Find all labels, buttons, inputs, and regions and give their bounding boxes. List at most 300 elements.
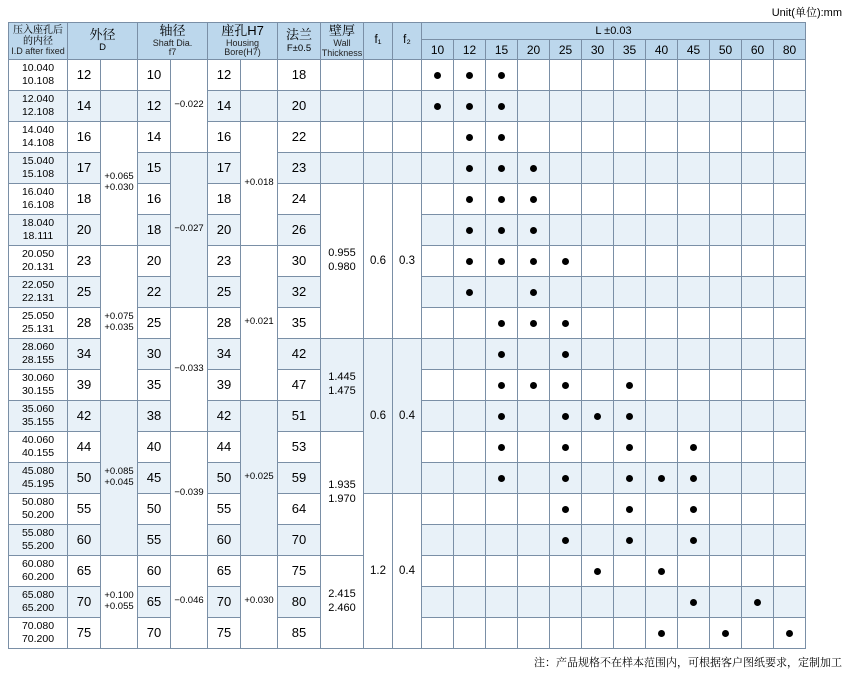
cell-id-after-fixed: 30.060 30.155 bbox=[9, 369, 68, 400]
cell-length-35 bbox=[614, 121, 646, 152]
cell-outer-dia-tol bbox=[101, 59, 138, 90]
availability-dot bbox=[562, 382, 569, 389]
cell-length-30 bbox=[582, 121, 614, 152]
cell-length-45 bbox=[678, 214, 710, 245]
availability-dot bbox=[498, 227, 505, 234]
cell-length-10 bbox=[422, 121, 454, 152]
cell-length-60 bbox=[742, 214, 774, 245]
cell-flange: 75 bbox=[278, 555, 321, 586]
cell-length-12 bbox=[454, 400, 486, 431]
cell-shaft-dia: 60 bbox=[138, 555, 171, 586]
cell-shaft-dia: 25 bbox=[138, 307, 171, 338]
cell-housing-bore: 12 bbox=[208, 59, 241, 90]
cell-length-25 bbox=[550, 617, 582, 648]
cell-outer-dia: 25 bbox=[68, 276, 101, 307]
cell-length-35 bbox=[614, 183, 646, 214]
cell-length-20 bbox=[518, 617, 550, 648]
cell-id-after-fixed: 10.040 10.108 bbox=[9, 59, 68, 90]
cell-length-12 bbox=[454, 524, 486, 555]
cell-length-60 bbox=[742, 121, 774, 152]
availability-dot bbox=[690, 599, 697, 606]
cell-length-50 bbox=[710, 307, 742, 338]
cell-id-after-fixed: 55.080 55.200 bbox=[9, 524, 68, 555]
cell-length-10 bbox=[422, 338, 454, 369]
header-length-80: 80 bbox=[774, 40, 806, 59]
cell-length-40 bbox=[646, 617, 678, 648]
table-body bbox=[9, 59, 806, 648]
header-length-35: 35 bbox=[614, 40, 646, 59]
cell-length-30 bbox=[582, 462, 614, 493]
cell-outer-dia: 44 bbox=[68, 431, 101, 462]
cell-length-10 bbox=[422, 369, 454, 400]
table-row bbox=[9, 59, 806, 90]
cell-length-25 bbox=[550, 307, 582, 338]
availability-dot bbox=[690, 444, 697, 451]
cell-length-45 bbox=[678, 152, 710, 183]
cell-length-35 bbox=[614, 276, 646, 307]
cell-length-25 bbox=[550, 152, 582, 183]
cell-f1 bbox=[364, 90, 393, 121]
cell-length-80 bbox=[774, 214, 806, 245]
cell-length-12 bbox=[454, 369, 486, 400]
cell-length-40 bbox=[646, 462, 678, 493]
table-header-row bbox=[9, 23, 806, 40]
cell-flange: 32 bbox=[278, 276, 321, 307]
cell-length-12 bbox=[454, 59, 486, 90]
availability-dot bbox=[562, 258, 569, 265]
cell-length-10 bbox=[422, 493, 454, 524]
cell-length-30 bbox=[582, 369, 614, 400]
availability-dot bbox=[690, 537, 697, 544]
cell-housing-bore: 18 bbox=[208, 183, 241, 214]
cell-wall-thickness: 0.955 0.980 bbox=[321, 183, 364, 338]
availability-dot bbox=[530, 196, 537, 203]
cell-shaft-dia: 12 bbox=[138, 90, 171, 121]
cell-shaft-dia-tol: −0.046 bbox=[171, 555, 208, 648]
cell-length-20 bbox=[518, 400, 550, 431]
cell-outer-dia: 18 bbox=[68, 183, 101, 214]
cell-length-45 bbox=[678, 400, 710, 431]
header-wall-thickness: 壁厚 Wall Thickness bbox=[321, 23, 363, 58]
cell-length-10 bbox=[422, 586, 454, 617]
cell-length-35 bbox=[614, 152, 646, 183]
cell-length-60 bbox=[742, 59, 774, 90]
cell-flange: 23 bbox=[278, 152, 321, 183]
cell-length-25 bbox=[550, 214, 582, 245]
cell-length-30 bbox=[582, 59, 614, 90]
cell-length-45 bbox=[678, 369, 710, 400]
header-length-40: 40 bbox=[646, 40, 678, 59]
cell-length-50 bbox=[710, 555, 742, 586]
cell-length-25 bbox=[550, 183, 582, 214]
cell-outer-dia: 50 bbox=[68, 462, 101, 493]
cell-flange: 30 bbox=[278, 245, 321, 276]
cell-length-20 bbox=[518, 462, 550, 493]
cell-length-60 bbox=[742, 276, 774, 307]
header-length-60: 60 bbox=[742, 40, 774, 59]
cell-outer-dia-tol: +0.100 +0.055 bbox=[101, 555, 138, 648]
cell-length-15 bbox=[486, 307, 518, 338]
cell-length-50 bbox=[710, 245, 742, 276]
cell-length-30 bbox=[582, 431, 614, 462]
cell-shaft-dia: 65 bbox=[138, 586, 171, 617]
cell-flange: 24 bbox=[278, 183, 321, 214]
cell-housing-bore-tol: +0.021 bbox=[241, 245, 278, 400]
cell-length-10 bbox=[422, 276, 454, 307]
cell-length-10 bbox=[422, 90, 454, 121]
cell-length-15 bbox=[486, 90, 518, 121]
cell-length-20 bbox=[518, 245, 550, 276]
cell-length-80 bbox=[774, 245, 806, 276]
availability-dot bbox=[498, 413, 505, 420]
availability-dot bbox=[530, 258, 537, 265]
cell-length-10 bbox=[422, 183, 454, 214]
availability-dot bbox=[434, 103, 441, 110]
cell-outer-dia: 70 bbox=[68, 586, 101, 617]
cell-housing-bore-tol: +0.018 bbox=[241, 121, 278, 245]
cell-length-20 bbox=[518, 369, 550, 400]
cell-length-15 bbox=[486, 121, 518, 152]
cell-housing-bore: 16 bbox=[208, 121, 241, 152]
cell-f2: 0.4 bbox=[393, 338, 422, 493]
cell-id-after-fixed: 40.060 40.155 bbox=[9, 431, 68, 462]
cell-id-after-fixed: 22.050 22.131 bbox=[9, 276, 68, 307]
table-row bbox=[9, 90, 806, 121]
cell-length-25 bbox=[550, 90, 582, 121]
header-length-30: 30 bbox=[582, 40, 614, 59]
availability-dot bbox=[562, 537, 569, 544]
cell-length-12 bbox=[454, 617, 486, 648]
cell-housing-bore: 25 bbox=[208, 276, 241, 307]
cell-length-35 bbox=[614, 431, 646, 462]
cell-length-80 bbox=[774, 555, 806, 586]
cell-length-25 bbox=[550, 400, 582, 431]
cell-length-30 bbox=[582, 555, 614, 586]
cell-wall-thickness bbox=[321, 59, 364, 90]
cell-outer-dia: 42 bbox=[68, 400, 101, 431]
cell-length-12 bbox=[454, 555, 486, 586]
cell-length-15 bbox=[486, 183, 518, 214]
availability-dot bbox=[658, 475, 665, 482]
cell-length-80 bbox=[774, 59, 806, 90]
cell-length-15 bbox=[486, 338, 518, 369]
cell-length-10 bbox=[422, 524, 454, 555]
cell-shaft-dia-tol: −0.022 bbox=[171, 59, 208, 152]
cell-flange: 64 bbox=[278, 493, 321, 524]
cell-length-15 bbox=[486, 400, 518, 431]
availability-dot bbox=[562, 506, 569, 513]
cell-length-30 bbox=[582, 307, 614, 338]
cell-length-20 bbox=[518, 307, 550, 338]
unit-label: Unit(单位):mm bbox=[771, 7, 842, 19]
cell-flange: 70 bbox=[278, 524, 321, 555]
cell-length-10 bbox=[422, 462, 454, 493]
cell-id-after-fixed: 28.060 28.155 bbox=[9, 338, 68, 369]
cell-length-15 bbox=[486, 152, 518, 183]
cell-length-60 bbox=[742, 617, 774, 648]
cell-length-30 bbox=[582, 493, 614, 524]
cell-length-60 bbox=[742, 462, 774, 493]
cell-f1 bbox=[364, 152, 393, 183]
availability-dot bbox=[466, 258, 473, 265]
availability-dot bbox=[562, 444, 569, 451]
availability-dot bbox=[498, 165, 505, 172]
availability-dot bbox=[594, 413, 601, 420]
availability-dot bbox=[498, 103, 505, 110]
cell-shaft-dia: 15 bbox=[138, 152, 171, 183]
table-row bbox=[9, 121, 806, 152]
header-length-45: 45 bbox=[678, 40, 710, 59]
header-housing-bore: 座孔H7 Housing Bore(H7) bbox=[208, 23, 278, 60]
cell-length-25 bbox=[550, 121, 582, 152]
cell-housing-bore-tol: +0.030 bbox=[241, 555, 278, 648]
cell-outer-dia: 60 bbox=[68, 524, 101, 555]
cell-length-45 bbox=[678, 586, 710, 617]
cell-id-after-fixed: 50.080 50.200 bbox=[9, 493, 68, 524]
cell-length-80 bbox=[774, 338, 806, 369]
cell-housing-bore-tol bbox=[241, 90, 278, 121]
cell-length-12 bbox=[454, 214, 486, 245]
cell-length-35 bbox=[614, 400, 646, 431]
cell-length-15 bbox=[486, 431, 518, 462]
cell-flange: 51 bbox=[278, 400, 321, 431]
availability-dot bbox=[466, 227, 473, 234]
cell-length-35 bbox=[614, 307, 646, 338]
cell-length-80 bbox=[774, 369, 806, 400]
cell-length-12 bbox=[454, 90, 486, 121]
cell-length-40 bbox=[646, 214, 678, 245]
cell-length-15 bbox=[486, 462, 518, 493]
cell-length-35 bbox=[614, 555, 646, 586]
cell-housing-bore: 39 bbox=[208, 369, 241, 400]
cell-length-15 bbox=[486, 276, 518, 307]
cell-length-60 bbox=[742, 245, 774, 276]
footnote: 注：产品规格不在样本范围内，可根据客户图纸要求，定制加工 bbox=[534, 657, 842, 669]
cell-length-35 bbox=[614, 493, 646, 524]
cell-shaft-dia: 14 bbox=[138, 121, 171, 152]
availability-dot bbox=[466, 289, 473, 296]
cell-wall-thickness bbox=[321, 152, 364, 183]
cell-housing-bore: 34 bbox=[208, 338, 241, 369]
cell-length-30 bbox=[582, 276, 614, 307]
cell-outer-dia-tol: +0.085 +0.045 bbox=[101, 400, 138, 555]
cell-length-60 bbox=[742, 183, 774, 214]
cell-length-30 bbox=[582, 183, 614, 214]
cell-length-80 bbox=[774, 524, 806, 555]
header-length-50: 50 bbox=[710, 40, 742, 59]
cell-length-45 bbox=[678, 617, 710, 648]
cell-length-50 bbox=[710, 338, 742, 369]
cell-length-45 bbox=[678, 245, 710, 276]
availability-dot bbox=[434, 72, 441, 79]
cell-length-50 bbox=[710, 90, 742, 121]
header-length-20: 20 bbox=[518, 40, 550, 59]
cell-length-80 bbox=[774, 462, 806, 493]
cell-outer-dia: 12 bbox=[68, 59, 101, 90]
cell-length-25 bbox=[550, 59, 582, 90]
cell-length-10 bbox=[422, 400, 454, 431]
cell-id-after-fixed: 35.060 35.155 bbox=[9, 400, 68, 431]
cell-length-15 bbox=[486, 245, 518, 276]
cell-length-80 bbox=[774, 431, 806, 462]
cell-shaft-dia: 35 bbox=[138, 369, 171, 400]
cell-flange: 26 bbox=[278, 214, 321, 245]
cell-length-35 bbox=[614, 369, 646, 400]
cell-length-60 bbox=[742, 369, 774, 400]
cell-length-35 bbox=[614, 59, 646, 90]
cell-shaft-dia: 16 bbox=[138, 183, 171, 214]
cell-length-45 bbox=[678, 59, 710, 90]
cell-length-15 bbox=[486, 369, 518, 400]
cell-outer-dia-tol: +0.065 +0.030 bbox=[101, 121, 138, 245]
availability-dot bbox=[530, 382, 537, 389]
availability-dot bbox=[466, 196, 473, 203]
cell-length-15 bbox=[486, 524, 518, 555]
cell-length-20 bbox=[518, 524, 550, 555]
availability-dot bbox=[498, 475, 505, 482]
cell-length-60 bbox=[742, 586, 774, 617]
cell-length-45 bbox=[678, 90, 710, 121]
cell-length-12 bbox=[454, 121, 486, 152]
cell-length-45 bbox=[678, 555, 710, 586]
cell-length-20 bbox=[518, 276, 550, 307]
cell-housing-bore: 55 bbox=[208, 493, 241, 524]
cell-wall-thickness bbox=[321, 90, 364, 121]
availability-dot bbox=[498, 320, 505, 327]
header-flange: 法兰 F±0.5 bbox=[278, 23, 321, 60]
cell-length-40 bbox=[646, 245, 678, 276]
cell-f1: 0.6 bbox=[364, 338, 393, 493]
cell-length-45 bbox=[678, 183, 710, 214]
cell-length-15 bbox=[486, 555, 518, 586]
cell-length-10 bbox=[422, 214, 454, 245]
cell-length-45 bbox=[678, 462, 710, 493]
cell-flange: 35 bbox=[278, 307, 321, 338]
cell-length-30 bbox=[582, 245, 614, 276]
cell-length-35 bbox=[614, 338, 646, 369]
cell-length-45 bbox=[678, 493, 710, 524]
cell-id-after-fixed: 70.080 70.200 bbox=[9, 617, 68, 648]
cell-length-50 bbox=[710, 369, 742, 400]
availability-dot bbox=[626, 413, 633, 420]
cell-length-12 bbox=[454, 338, 486, 369]
cell-length-80 bbox=[774, 307, 806, 338]
cell-length-30 bbox=[582, 586, 614, 617]
cell-length-10 bbox=[422, 59, 454, 90]
cell-outer-dia: 20 bbox=[68, 214, 101, 245]
availability-dot bbox=[626, 537, 633, 544]
cell-flange: 18 bbox=[278, 59, 321, 90]
cell-shaft-dia: 20 bbox=[138, 245, 171, 276]
cell-length-30 bbox=[582, 152, 614, 183]
cell-flange: 53 bbox=[278, 431, 321, 462]
header-shaft-dia: 轴径 Shaft Dia. f7 bbox=[138, 23, 208, 60]
cell-shaft-dia: 50 bbox=[138, 493, 171, 524]
cell-length-25 bbox=[550, 369, 582, 400]
cell-length-45 bbox=[678, 338, 710, 369]
cell-length-30 bbox=[582, 524, 614, 555]
cell-length-12 bbox=[454, 586, 486, 617]
availability-dot bbox=[722, 630, 729, 637]
cell-id-after-fixed: 65.080 65.200 bbox=[9, 586, 68, 617]
availability-dot bbox=[498, 351, 505, 358]
header-length-10: 10 bbox=[422, 40, 454, 59]
cell-length-45 bbox=[678, 121, 710, 152]
cell-shaft-dia: 18 bbox=[138, 214, 171, 245]
cell-length-20 bbox=[518, 586, 550, 617]
availability-dot bbox=[658, 630, 665, 637]
cell-length-40 bbox=[646, 400, 678, 431]
cell-outer-dia: 34 bbox=[68, 338, 101, 369]
header-length-15: 15 bbox=[486, 40, 518, 59]
cell-length-40 bbox=[646, 276, 678, 307]
cell-length-40 bbox=[646, 369, 678, 400]
cell-flange: 85 bbox=[278, 617, 321, 648]
header-id-after-fixed: 压入座孔后的内径 I.D after fixed bbox=[9, 23, 68, 60]
cell-id-after-fixed: 15.040 15.108 bbox=[9, 152, 68, 183]
cell-length-60 bbox=[742, 152, 774, 183]
cell-f2: 0.4 bbox=[393, 493, 422, 648]
cell-length-12 bbox=[454, 152, 486, 183]
cell-f2 bbox=[393, 152, 422, 183]
cell-outer-dia-tol: +0.075 +0.035 bbox=[101, 245, 138, 400]
cell-length-15 bbox=[486, 493, 518, 524]
availability-dot bbox=[530, 289, 537, 296]
availability-dot bbox=[626, 506, 633, 513]
cell-length-12 bbox=[454, 307, 486, 338]
cell-housing-bore: 50 bbox=[208, 462, 241, 493]
cell-outer-dia: 65 bbox=[68, 555, 101, 586]
cell-shaft-dia: 10 bbox=[138, 59, 171, 90]
cell-length-25 bbox=[550, 462, 582, 493]
cell-flange: 22 bbox=[278, 121, 321, 152]
cell-id-after-fixed: 14.040 14.108 bbox=[9, 121, 68, 152]
cell-id-after-fixed: 20.050 20.131 bbox=[9, 245, 68, 276]
cell-flange: 80 bbox=[278, 586, 321, 617]
cell-length-20 bbox=[518, 59, 550, 90]
cell-length-45 bbox=[678, 524, 710, 555]
header-outer-dia: 外径 D bbox=[68, 23, 138, 60]
cell-length-20 bbox=[518, 121, 550, 152]
cell-housing-bore: 28 bbox=[208, 307, 241, 338]
header-length-12: 12 bbox=[454, 40, 486, 59]
cell-length-60 bbox=[742, 431, 774, 462]
cell-length-40 bbox=[646, 152, 678, 183]
cell-f1: 0.6 bbox=[364, 183, 393, 338]
cell-length-30 bbox=[582, 338, 614, 369]
cell-length-40 bbox=[646, 59, 678, 90]
cell-length-15 bbox=[486, 617, 518, 648]
cell-length-12 bbox=[454, 245, 486, 276]
cell-length-25 bbox=[550, 555, 582, 586]
cell-length-50 bbox=[710, 586, 742, 617]
cell-housing-bore: 20 bbox=[208, 214, 241, 245]
cell-id-after-fixed: 45.080 45.195 bbox=[9, 462, 68, 493]
cell-outer-dia: 17 bbox=[68, 152, 101, 183]
cell-housing-bore: 65 bbox=[208, 555, 241, 586]
availability-dot bbox=[562, 413, 569, 420]
cell-length-40 bbox=[646, 90, 678, 121]
cell-f1 bbox=[364, 59, 393, 90]
cell-length-80 bbox=[774, 276, 806, 307]
cell-length-35 bbox=[614, 524, 646, 555]
cell-f1: 1.2 bbox=[364, 493, 393, 648]
cell-length-12 bbox=[454, 276, 486, 307]
cell-length-15 bbox=[486, 59, 518, 90]
cell-length-12 bbox=[454, 183, 486, 214]
cell-length-15 bbox=[486, 214, 518, 245]
cell-length-35 bbox=[614, 617, 646, 648]
